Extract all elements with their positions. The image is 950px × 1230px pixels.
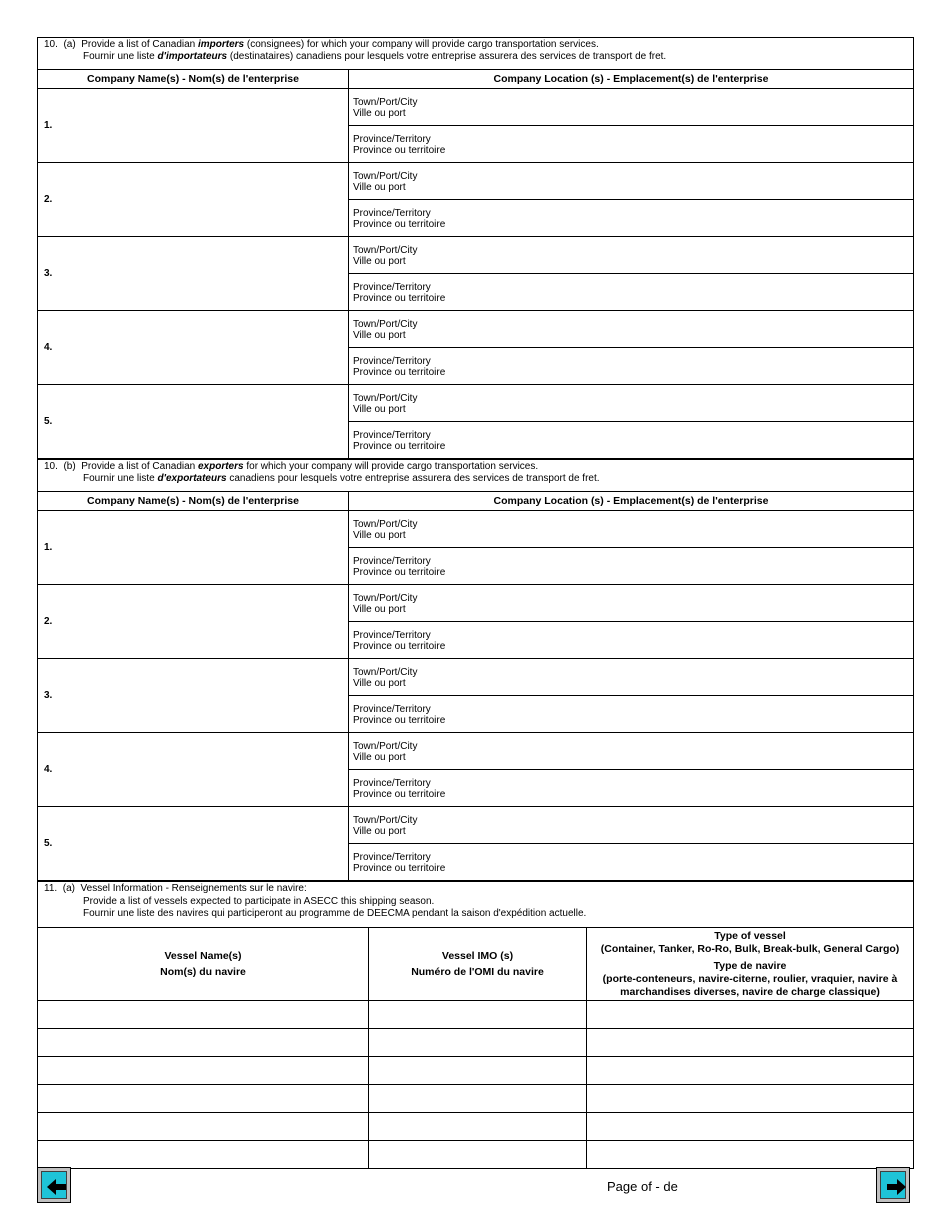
- company-name-field[interactable]: 2.: [38, 163, 349, 237]
- province-territory-field[interactable]: [349, 422, 914, 459]
- town-label-en: Town/Port/City: [353, 319, 418, 330]
- col-header-company-name: Company Name(s) - Nom(s) de l'enterprise: [38, 492, 349, 511]
- company-name-field[interactable]: 1.: [38, 511, 349, 585]
- town-label-en: Town/Port/City: [353, 593, 418, 604]
- town-label-fr: Ville ou port: [353, 182, 406, 193]
- province-label-en: Province/Territory: [353, 208, 431, 219]
- intro-text-fr: Fournir une liste: [83, 51, 158, 62]
- table-row: [38, 163, 914, 200]
- company-name-field[interactable]: 4.: [38, 311, 349, 385]
- town-label-fr: Ville ou port: [353, 678, 406, 689]
- intro-text-fr: (destinataires) canadiens pour lesquels votre entreprise assurera des services de transport de fret.: [227, 51, 667, 62]
- town-label-en: Town/Port/City: [353, 667, 418, 678]
- province-label-fr: Province ou territoire: [353, 641, 446, 652]
- exporters-emphasis: exporters: [198, 461, 244, 472]
- town-label-fr: Ville ou port: [353, 752, 406, 763]
- importateurs-emphasis: d'importateurs: [157, 51, 228, 62]
- table-row: [38, 585, 914, 622]
- vessel-imo-field[interactable]: [369, 1085, 587, 1113]
- vessel-info-en: Provide a list of vessels expected to participate in ASECC this shipping season.: [83, 895, 435, 907]
- town-label-fr: Ville ou port: [353, 826, 406, 837]
- province-label-fr: Province ou territoire: [353, 293, 446, 304]
- vessel-name-field[interactable]: [38, 1085, 369, 1113]
- town-label-fr: Ville ou port: [353, 330, 406, 341]
- province-label-en: Province/Territory: [353, 356, 431, 367]
- vessel-row: [38, 1141, 914, 1169]
- company-name-field[interactable]: 1.: [38, 89, 349, 163]
- section-part: (a): [63, 39, 76, 50]
- town-label-en: Town/Port/City: [353, 97, 418, 108]
- province-label-fr: Province ou territoire: [353, 567, 446, 578]
- vessel-name-field[interactable]: [38, 1029, 369, 1057]
- intro-text: for which your company will provide cargo transportation services.: [243, 461, 539, 472]
- province-label-en: Province/Territory: [353, 630, 431, 641]
- table-row: [38, 807, 914, 844]
- section-number: 10.: [44, 461, 58, 472]
- town-port-city-field[interactable]: [349, 237, 914, 274]
- form-page: [37, 37, 913, 1169]
- vessel-type-en-list: (Container, Tanker, Ro-Ro, Bulk, Break-bulk, General Cargo): [600, 942, 900, 955]
- province-territory-field[interactable]: [349, 200, 914, 237]
- vessel-table: [37, 881, 914, 1169]
- province-territory-field[interactable]: [349, 274, 914, 311]
- town-label-en: Town/Port/City: [353, 245, 418, 256]
- company-name-field[interactable]: 3.: [38, 659, 349, 733]
- province-territory-field[interactable]: [349, 126, 914, 163]
- vessel-type-fr-title: Type de navire: [713, 959, 787, 972]
- vessel-row: [38, 1029, 914, 1057]
- vessel-type-field[interactable]: [587, 1001, 914, 1029]
- intro-text-fr: canadiens pour lesquels votre entreprise assurera des services de transport de fret.: [226, 473, 600, 484]
- town-label-en: Town/Port/City: [353, 815, 418, 826]
- province-label-en: Province/Territory: [353, 852, 431, 863]
- section-number: 11.: [44, 883, 58, 894]
- province-territory-field[interactable]: [349, 348, 914, 385]
- table-row: [38, 659, 914, 696]
- exporters-table: [37, 459, 914, 881]
- town-label-fr: Ville ou port: [353, 604, 406, 615]
- vessel-name-en: Vessel Name(s): [164, 950, 242, 962]
- vessel-name-field[interactable]: [38, 1141, 369, 1169]
- province-label-en: Province/Territory: [353, 778, 431, 789]
- province-label-fr: Province ou territoire: [353, 863, 446, 874]
- company-name-field[interactable]: 4.: [38, 733, 349, 807]
- arrow-right-icon: [885, 1177, 907, 1197]
- vessel-imo-field[interactable]: [369, 1029, 587, 1057]
- col-header-company-location: Company Location (s) - Emplacement(s) de l'enterprise: [349, 492, 914, 511]
- table-row: [38, 311, 914, 348]
- town-port-city-field[interactable]: [349, 733, 914, 770]
- vessel-type-field[interactable]: [587, 1029, 914, 1057]
- intro-text: Provide a list of Canadian: [81, 39, 198, 50]
- vessel-imo-field[interactable]: [369, 1057, 587, 1085]
- town-label-fr: Ville ou port: [353, 530, 406, 541]
- table-row: [38, 237, 914, 274]
- vessel-row: [38, 1113, 914, 1141]
- vessel-type-field[interactable]: [587, 1085, 914, 1113]
- vessel-info-fr: Fournir une liste des navires qui participeront au programme de DEECMA pendant la saison d'expédition actuelle.: [83, 908, 587, 919]
- table-row: [38, 89, 914, 126]
- vessel-name-field[interactable]: [38, 1057, 369, 1085]
- next-page-button[interactable]: [876, 1167, 910, 1203]
- intro-text: Provide a list of Canadian: [81, 461, 198, 472]
- vessel-type-field[interactable]: [587, 1113, 914, 1141]
- vessel-row: [38, 1001, 914, 1029]
- town-port-city-field[interactable]: [349, 89, 914, 126]
- province-territory-field[interactable]: [349, 844, 914, 881]
- province-territory-field[interactable]: [349, 696, 914, 733]
- town-label-en: Town/Port/City: [353, 393, 418, 404]
- page-number-label: Page of - de: [607, 1179, 678, 1194]
- town-port-city-field[interactable]: [349, 385, 914, 422]
- company-name-field[interactable]: 2.: [38, 585, 349, 659]
- province-label-fr: Province ou territoire: [353, 789, 446, 800]
- company-name-field[interactable]: 5.: [38, 385, 349, 459]
- town-port-city-field[interactable]: [349, 807, 914, 844]
- table-row: [38, 511, 914, 548]
- intro-text-fr: Fournir une liste: [83, 473, 158, 484]
- province-label-fr: Province ou territoire: [353, 219, 446, 230]
- intro-text: (consignees) for which your company will provide cargo transportation services.: [244, 39, 599, 50]
- vessel-imo-field[interactable]: [369, 1001, 587, 1029]
- province-label-en: Province/Territory: [353, 430, 431, 441]
- province-label-en: Province/Territory: [353, 704, 431, 715]
- col-header-vessel-name: [38, 928, 369, 1001]
- section-10b-intro: [38, 460, 914, 492]
- town-port-city-field[interactable]: [349, 659, 914, 696]
- table-row: [38, 733, 914, 770]
- town-label-en: Town/Port/City: [353, 171, 418, 182]
- col-header-company-name: Company Name(s) - Nom(s) de l'enterprise: [38, 70, 349, 89]
- province-label-fr: Province ou territoire: [353, 715, 446, 726]
- province-territory-field[interactable]: [349, 548, 914, 585]
- vessel-type-en-title: Type of vessel: [714, 929, 786, 942]
- section-part: (b): [63, 461, 76, 472]
- vessel-name-field[interactable]: [38, 1113, 369, 1141]
- vessel-row: [38, 1085, 914, 1113]
- previous-page-button[interactable]: [37, 1167, 71, 1203]
- col-header-vessel-type: [587, 928, 914, 1001]
- vessel-type-field[interactable]: [587, 1057, 914, 1085]
- town-label-en: Town/Port/City: [353, 519, 418, 530]
- section-part: (a): [62, 883, 75, 894]
- importers-table: [37, 37, 914, 459]
- vessel-name-field[interactable]: [38, 1001, 369, 1029]
- town-port-city-field[interactable]: [349, 585, 914, 622]
- town-port-city-field[interactable]: [349, 163, 914, 200]
- importers-emphasis: importers: [198, 39, 245, 50]
- vessel-imo-field[interactable]: [369, 1113, 587, 1141]
- province-label-en: Province/Territory: [353, 556, 431, 567]
- town-label-fr: Ville ou port: [353, 108, 406, 119]
- vessel-name-fr: Nom(s) du navire: [160, 966, 246, 978]
- province-territory-field[interactable]: [349, 770, 914, 807]
- town-port-city-field[interactable]: [349, 511, 914, 548]
- vessel-imo-en: Vessel IMO (s): [441, 950, 514, 962]
- town-label-fr: Ville ou port: [353, 404, 406, 415]
- section-number: 10.: [44, 39, 58, 50]
- company-name-field[interactable]: 5.: [38, 807, 349, 881]
- company-name-field[interactable]: 3.: [38, 237, 349, 311]
- town-port-city-field[interactable]: [349, 311, 914, 348]
- section-10a-intro: [38, 38, 914, 70]
- town-label-fr: Ville ou port: [353, 256, 406, 267]
- vessel-imo-field[interactable]: [369, 1141, 587, 1169]
- arrow-left-icon: [46, 1177, 68, 1197]
- province-label-en: Province/Territory: [353, 282, 431, 293]
- vessel-type-field[interactable]: [587, 1141, 914, 1169]
- vessel-imo-fr: Numéro de l'OMI du navire: [411, 966, 544, 978]
- section-11a-intro: [38, 882, 914, 928]
- vessel-info-title: Vessel Information - Renseignements sur le navire:: [80, 883, 307, 894]
- vessel-type-fr-list: (porte-conteneurs, navire-citerne, roulier, vraquier, navire à marchandises diverses, navire de charge classique): [602, 972, 898, 998]
- vessel-row: [38, 1057, 914, 1085]
- province-label-fr: Province ou territoire: [353, 441, 446, 452]
- exportateurs-emphasis: d'exportateurs: [157, 473, 227, 484]
- province-label-fr: Province ou territoire: [353, 145, 446, 156]
- col-header-company-location: Company Location (s) - Emplacement(s) de l'enterprise: [349, 70, 914, 89]
- province-label-en: Province/Territory: [353, 134, 431, 145]
- table-row: [38, 385, 914, 422]
- province-territory-field[interactable]: [349, 622, 914, 659]
- col-header-vessel-imo: [369, 928, 587, 1001]
- town-label-en: Town/Port/City: [353, 741, 418, 752]
- province-label-fr: Province ou territoire: [353, 367, 446, 378]
